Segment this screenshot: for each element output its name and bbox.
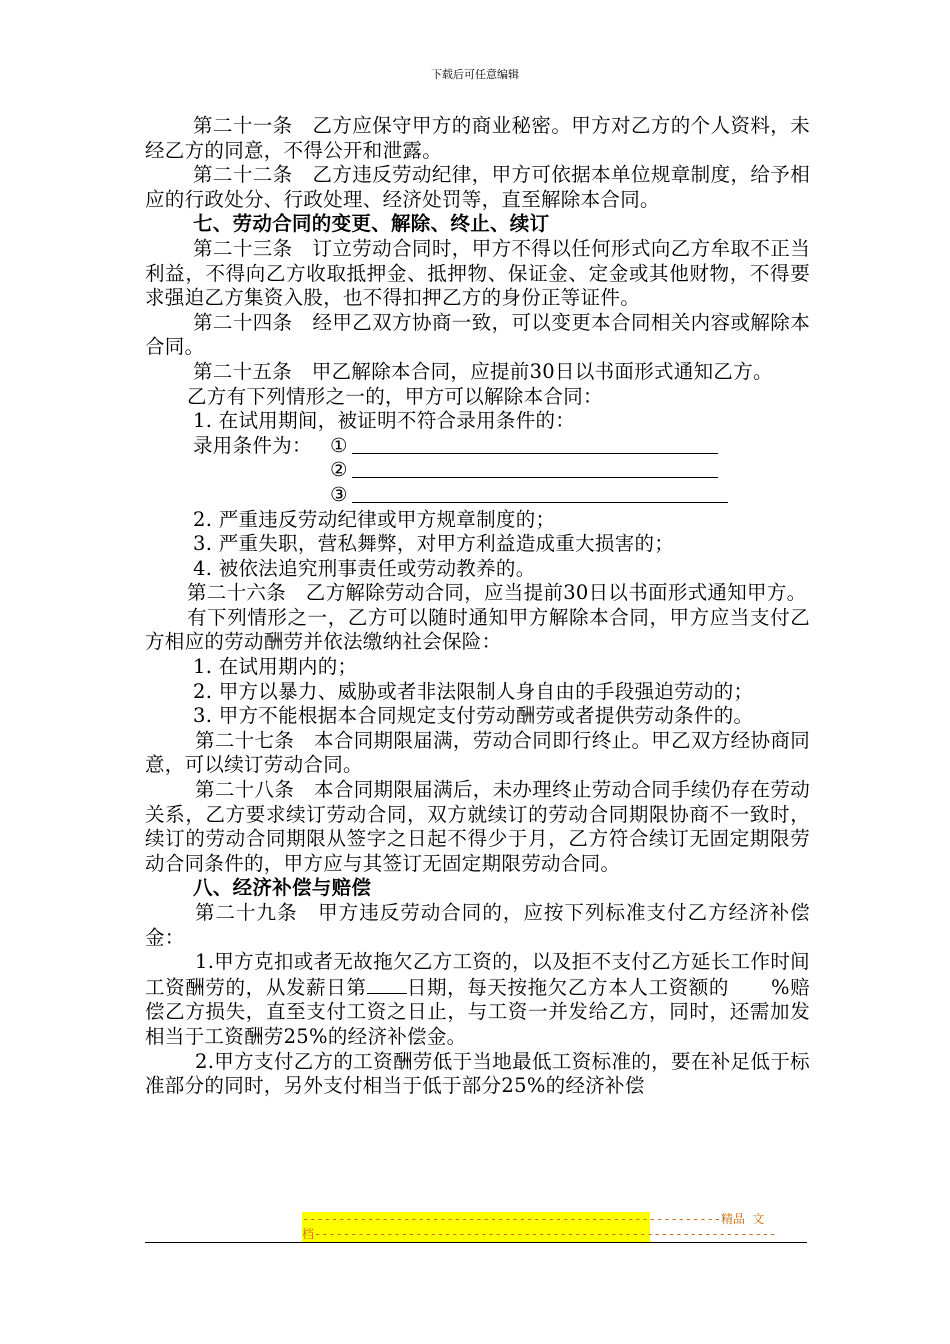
article-22: 第二十二条 乙方违反劳动纪律，甲方可依据本单位规章制度，给予相应的行政处分、行政处理、经济处罚等，直至解除本合同。 (145, 163, 810, 211)
article-25-conditions-intro: 乙方有下列情形之一的，甲方可以解除本合同： (187, 384, 603, 408)
article-29-item-1 (145, 950, 810, 1049)
article-25-item-3: 3. 严重失职，营私舞弊，对甲方利益造成重大损害的； (193, 532, 675, 556)
article-26-conditions-intro: 有下列情形之一，乙方可以随时通知甲方解除本合同，甲方应当支付乙方相应的劳动酬劳并依法缴纳社会保险： (145, 605, 810, 654)
document-body (145, 114, 810, 1099)
page-header: 下载后可任意编辑 (431, 68, 519, 81)
hiring-condition-mark-2: ② (330, 458, 348, 482)
article-29-item-2: 2.甲方支付乙方的工资酬劳低于当地最低工资标准的，要在补足低于标准部分的同时，另外支付相当于低于部分25%的经济补偿 (145, 1049, 810, 1098)
article-26-item-2: 2. 甲方以暴力、威胁或者非法限制人身自由的手段强迫劳动的； (193, 679, 754, 703)
hiring-condition-row-2 (145, 458, 810, 483)
article-29: 第二十九条 甲方违反劳动合同的，应按下列标准支付乙方经济补偿金： (145, 901, 810, 949)
article-24: 第二十四条 经甲乙双方协商一致，可以变更本合同相关内容或解除本合同。 (145, 310, 810, 359)
footer-rule (145, 1242, 807, 1243)
article-26-item-3: 3. 甲方不能根据本合同规定支付劳动酬劳或者提供劳动条件的。 (193, 704, 754, 728)
hiring-condition-mark-3: ③ (330, 482, 348, 506)
hiring-condition-mark-1: ① (330, 433, 348, 457)
article-29-item-1-part-a: 1.甲方克扣或者无故拖欠乙方工资的，以及拒不支付乙方延长工作时间工资酬劳的，从发薪日第 (145, 950, 810, 999)
article-29-item-1-part-b: 日期，每天按拖欠乙方本人工资额的 (406, 975, 730, 999)
hiring-condition-row-3 (145, 483, 810, 508)
article-25: 第二十五条 甲乙解除本合同，应提前30日以书面形式通知乙方。 (193, 359, 773, 383)
article-25-item-2: 2. 严重违反劳动纪律或甲方规章制度的； (193, 507, 556, 531)
hiring-condition-blank-2 (352, 477, 718, 478)
hiring-condition-label: 录用条件为： (193, 433, 312, 457)
hiring-condition-blank-1 (352, 453, 718, 454)
article-28: 第二十八条 本合同期限届满后，未办理终止劳动合同手续仍存在劳动关系，乙方要求续订劳动合同，双方就续订的劳动合同期限协商不一致时，续订的劳动合同期限从签字之日起不得少于月，乙方符合续订无固定期限劳动合同条件的，甲方应与其签订无固定期限劳动合同。 (145, 778, 810, 875)
article-26-item-1: 1. 在试用期内的； (193, 655, 358, 679)
footer-watermark-line-2: 档---------------------------------------------------------------- (302, 1227, 777, 1241)
article-23: 第二十三条 订立劳动合同时，甲方不得以任何形式向乙方牟取不正当利益，不得向乙方收取抵押金、抵押物、保证金、定金或其他财物，不得要求强迫乙方集资入股，也不得扣押乙方的身份正等证件。 (145, 236, 810, 310)
section-heading-8: 八、经济补偿与赔偿 (193, 876, 372, 900)
article-29-item-1-part-c: %赔偿乙方损失，直至支付工资之日止，与工资一并发给乙方，同时，还需加发相当于工资酬劳25%的经济补偿金。 (145, 975, 810, 1048)
article-25-item-1: 1. 在试用期间，被证明不符合录用条件的： (193, 409, 576, 433)
article-26: 第二十六条 乙方解除劳动合同，应当提前30日以书面形式通知甲方。 (187, 581, 807, 605)
article-25-item-4: 4. 被依法追究刑事责任或劳动教养的。 (193, 556, 536, 580)
days-blank (367, 975, 407, 994)
article-27: 第二十七条 本合同期限届满，劳动合同即行终止。甲乙双方经协商同意，可以续订劳动合同。 (145, 728, 810, 777)
article-21: 第二十一条 乙方应保守甲方的商业秘密。甲方对乙方的个人资料，未经乙方的同意，不得公开和泄露。 (145, 114, 810, 162)
footer-watermark-line-1: ----------------------------------------------------------精品 文 (302, 1212, 765, 1226)
hiring-condition-row-1 (145, 434, 810, 459)
section-heading-7: 七、劳动合同的变更、解除、终止、续订 (193, 212, 550, 236)
hiring-condition-blank-3 (352, 502, 728, 503)
